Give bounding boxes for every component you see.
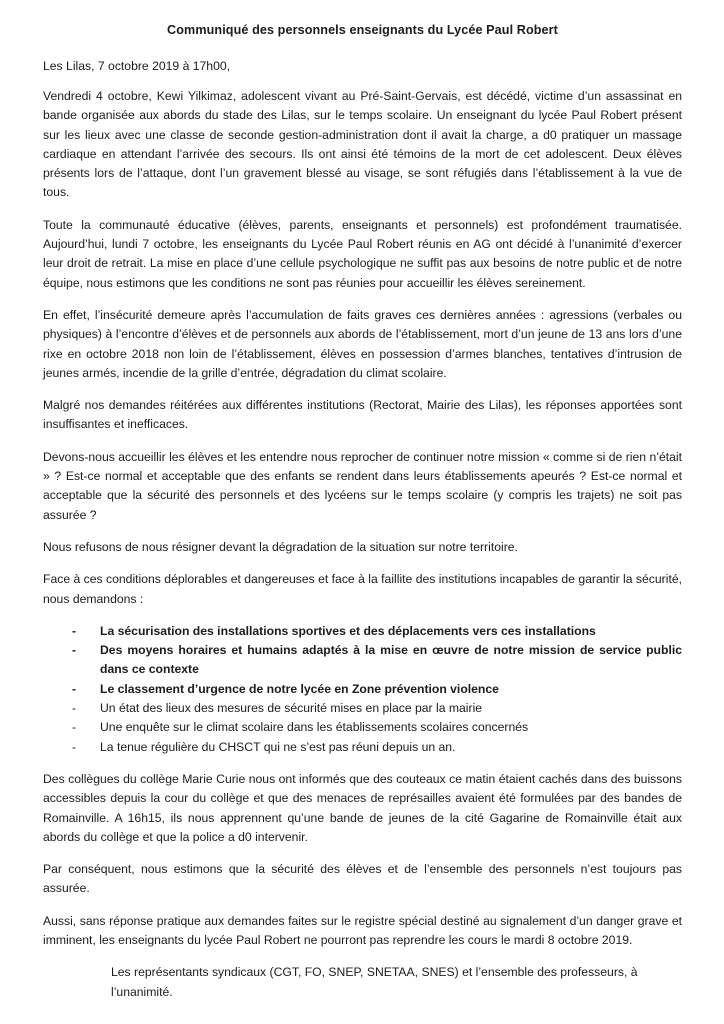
body-paragraph: Toute la communauté éducative (élèves, parents, enseignants et personnels) est profondément traumatisée. Aujourd’hui, lundi 7 octobre, les enseignants du Lycée Paul Robert réunis en AG ont décidé à l’unanimité d’exercer leur droit de retrait. La mise en place d’une cellule psychologique ne suffit pas aux besoins de notre public et de notre équipe, nous estimons que les conditions ne sont pas réunies pour accueillir les élèves sereinement. bbox=[43, 217, 682, 290]
demand-item-text: Des moyens horaires et humains adaptés à la mise en œuvre de notre mission de service public dans ce contexte bbox=[100, 643, 682, 677]
demand-item bbox=[72, 622, 682, 641]
body-paragraph: Nous refusons de nous résigner devant la dégradation de la situation sur notre territoire. bbox=[43, 539, 518, 554]
demand-item bbox=[72, 718, 682, 737]
list-dash-marker: - bbox=[72, 681, 77, 696]
document-title: Communiqué des personnels enseignants du Lycée Paul Robert bbox=[167, 23, 558, 37]
body-paragraph: Des collègues du collège Marie Curie nous ont informés que des couteaux ce matin étaient cachés dans des buissons accessibles depuis la cour du collège et que des menaces de représailles avaient été formulées par des bandes de Romainville. A 16h15, ils nous apprennent qu’une bande de jeunes de la cité Gagarine de Romainville était aux abords du collège et que la police a d0 intervenir. bbox=[43, 771, 682, 844]
demand-item-text: Le classement d’urgence de notre lycée en Zone prévention violence bbox=[100, 681, 499, 696]
list-dash-marker: - bbox=[72, 643, 77, 658]
dateline: Les Lilas, 7 octobre 2019 à 17h00, bbox=[43, 59, 231, 73]
demands-list bbox=[72, 622, 682, 757]
body-paragraph: Vendredi 4 octobre, Kewi Yilkimaz, adolescent vivant au Pré-Saint-Gervais, est décédé, victime d’un assassinat en bande organisée aux abords du stade des Lilas, sur le temps scolaire. Un enseignant du lycée Paul Robert présent sur les lieux avec une classe de seconde gestion-administration dont il avait la charge, a d0 pratiquer un massage cardiaque en attendant l’arrivée des secours. Ils ont ainsi été témoins de la mort de cet adolescent. Deux élèves présents lors de l’attaque, dont l’un gravement blessé au visage, se sont réfugiés dans l’établissement à la vue de tous. bbox=[43, 89, 682, 200]
demand-item-text: La sécurisation des installations sportives et des déplacements vers ces installations bbox=[100, 623, 596, 638]
list-dash-marker: - bbox=[72, 623, 77, 638]
demand-item bbox=[72, 699, 682, 718]
list-dash-marker: - bbox=[72, 739, 77, 754]
demand-item-text: Une enquête sur le climat scolaire dans les établissements scolaires concernés bbox=[100, 720, 529, 735]
demand-item-text: La tenue régulière du CHSCT qui ne s’est pas réuni depuis un an. bbox=[100, 739, 456, 754]
list-dash-marker: - bbox=[72, 720, 77, 735]
demand-item bbox=[72, 680, 682, 699]
body-paragraph: En effet, l’insécurité demeure après l’accumulation de faits graves ces dernières années : agressions (verbales ou physiques) à l’encontre d’élèves et de personnels aux abords de l’établissement, mort d’un jeune de 13 ans lors d’une rixe en octobre 2018 non loin de l’établissement, élèves en possession d’armes blanches, tentatives d’intrusion de jeunes armés, incendie de la grille d’entrée, dégradation du climat scolaire. bbox=[43, 307, 682, 380]
demand-item bbox=[72, 641, 682, 680]
list-dash-marker: - bbox=[72, 701, 77, 716]
demand-item-text: Un état des lieux des mesures de sécurité mises en place par la mairie bbox=[100, 701, 483, 716]
body-paragraph: Face à ces conditions déplorables et dangereuses et face à la faillite des institutions incapables de garantir la sécurité, nous demandons : bbox=[43, 572, 682, 606]
body-paragraph: Par conséquent, nous estimons que la sécurité des élèves et de l’ensemble des personnels n’est toujours pas assurée. bbox=[43, 862, 682, 896]
body-paragraph: Aussi, sans réponse pratique aux demandes faites sur le registre spécial destiné au signalement d’un danger grave et imminent, les enseignants du lycée Paul Robert ne pourront pas reprendre les cours le mardi 8 octobre 2019. bbox=[43, 913, 682, 947]
signature-line: Les représentants syndicaux (CGT, FO, SNEP, SNETAA, SNES) et l’ensemble des professeurs, à l’unanimité. bbox=[111, 965, 638, 999]
body-paragraph: Malgré nos demandes réitérées aux différentes institutions (Rectorat, Mairie des Lilas), les réponses apportées sont insuffisantes et inefficaces. bbox=[43, 398, 682, 432]
body-paragraph: Devons-nous accueillir les élèves et les entendre nous reprocher de continuer notre mission « comme si de rien n’était » ? Est-ce normal et acceptable que des enfants se rendent dans leurs établissements apeurés ? Est-ce normal et acceptable que la sécurité des personnels et des lycéens sur le temps scolaire (y compris les trajets) ne soit pas assurée ? bbox=[43, 449, 682, 522]
demand-item bbox=[72, 738, 682, 757]
